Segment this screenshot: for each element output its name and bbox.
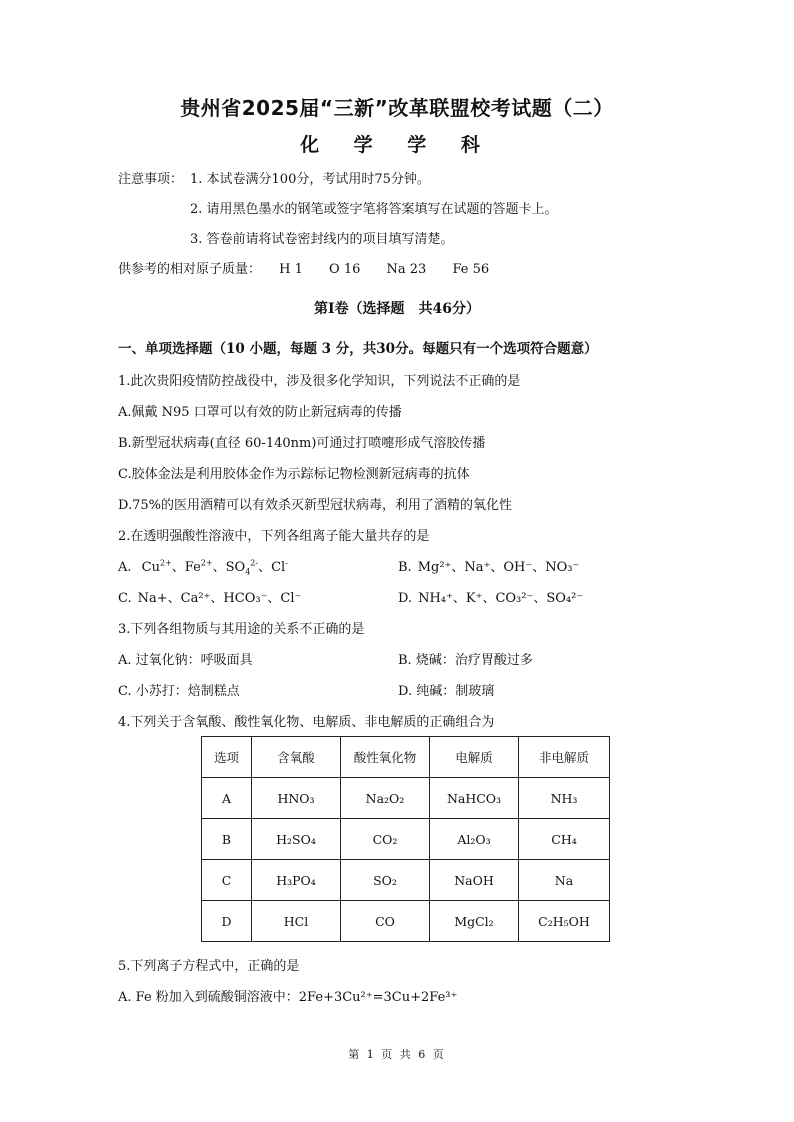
- q2-option-b: B. Mg²⁺、Na⁺、OH⁻、NO₃⁻: [398, 560, 580, 575]
- note-1: 1. 本试卷满分100分，考试用时75分钟。: [190, 172, 430, 187]
- section-title: 第Ⅰ卷（选择题 共46分）: [313, 301, 481, 317]
- q1-option-a: A.佩戴 N95 口罩可以有效的防止新冠病毒的传播: [118, 405, 402, 420]
- page-title: 贵州省2025届“三新”改革联盟校考试题（二）: [180, 96, 614, 120]
- note-2: 2. 请用黑色墨水的钢笔或签字笔将答案填写在试题的答题卡上。: [190, 202, 558, 217]
- q1-option-d: D.75%的医用酒精可以有效杀灭新型冠状病毒，利用了酒精的氧化性: [118, 498, 512, 513]
- q2-option-c: C. Na+、Ca²⁺、HCO₃⁻、Cl⁻: [118, 591, 302, 606]
- q1-option-c: C.胶体金法是利用胶体金作为示踪标记物检测新冠病毒的抗体: [118, 467, 470, 482]
- table-cell: D: [202, 901, 252, 942]
- table-cell: A: [202, 778, 252, 819]
- table-cell: C: [202, 860, 252, 901]
- atomic-mass-na: Na 23: [386, 262, 427, 277]
- table-cell: Na₂O₂: [341, 778, 430, 819]
- atomic-mass-line: [118, 258, 489, 277]
- table-row: [202, 778, 610, 819]
- atomic-mass-h: H 1: [279, 262, 303, 277]
- table-cell: NaHCO₃: [430, 778, 519, 819]
- table-cell: CO₂: [341, 819, 430, 860]
- atomic-mass-label: 供参考的相对原子质量：: [118, 262, 262, 277]
- q5-stem: 5.下列离子方程式中，正确的是: [118, 959, 300, 974]
- table-cell: MgCl₂: [430, 901, 519, 942]
- table-header-cell: 选项: [202, 737, 252, 778]
- q3-option-a: A. 过氧化钠：呼吸面具: [118, 653, 253, 668]
- q1-stem: 1.此次贵阳疫情防控战役中，涉及很多化学知识，下列说法不正确的是: [118, 374, 521, 389]
- table-cell: H₂SO₄: [252, 819, 341, 860]
- table-row: [202, 901, 610, 942]
- table-cell: H₃PO₄: [252, 860, 341, 901]
- table-cell: C₂H₅OH: [519, 901, 610, 942]
- notes-label: 注意事项：: [118, 172, 184, 187]
- q4-stem: 4.下列关于含氧酸、酸性氧化物、电解质、非电解质的正确组合为: [118, 715, 495, 730]
- q3-stem: 3.下列各组物质与其用途的关系不正确的是: [118, 622, 365, 637]
- table-row: [202, 819, 610, 860]
- subject-title: 化 学 学 科: [300, 134, 494, 156]
- table-cell: CH₄: [519, 819, 610, 860]
- q2-option-a: [118, 556, 288, 575]
- part-heading: 一、单项选择题（10 小题，每题 3 分，共30分。每题只有一个选项符合题意）: [118, 341, 598, 357]
- table-header-cell: 电解质: [430, 737, 519, 778]
- q3-option-c: C. 小苏打：焙制糕点: [118, 684, 240, 699]
- q3-option-d: D. 纯碱：制玻璃: [398, 684, 495, 699]
- table-header-cell: 非电解质: [519, 737, 610, 778]
- table-cell: NaOH: [430, 860, 519, 901]
- q1-option-b: B.新型冠状病毒(直径 60-140nm)可通过打喷嚏形成气溶胶传播: [118, 436, 486, 451]
- table-cell: CO: [341, 901, 430, 942]
- table-cell: NH₃: [519, 778, 610, 819]
- table-cell: HCl: [252, 901, 341, 942]
- atomic-mass-o: O 16: [329, 262, 361, 277]
- table-header-row: [202, 737, 610, 778]
- table-cell: Na: [519, 860, 610, 901]
- q3-option-b: B. 烧碱：治疗胃酸过多: [398, 653, 533, 668]
- table-row: [202, 860, 610, 901]
- table-cell: HNO₃: [252, 778, 341, 819]
- table-header-cell: 含氧酸: [252, 737, 341, 778]
- table-cell: SO₂: [341, 860, 430, 901]
- q2-a-ions: $Cu^{2+}$、$Fe^{2+}$、$SO_4^{2-}$、Cl-: [141, 558, 288, 577]
- q2-option-d: D. NH₄⁺、K⁺、CO₃²⁻、SO₄²⁻: [398, 591, 584, 606]
- table-cell: B: [202, 819, 252, 860]
- atomic-mass-fe: Fe 56: [452, 262, 490, 277]
- q2-stem: 2.在透明强酸性溶液中，下列各组离子能大量共存的是: [118, 529, 430, 544]
- q5-option-a: A. Fe 粉加入到硫酸铜溶液中：2Fe+3Cu²⁺=3Cu+2Fe³⁺: [118, 990, 458, 1005]
- note-3: 3. 答卷前请将试卷密封线内的项目填写清楚。: [190, 232, 454, 247]
- q4-table: [201, 736, 610, 942]
- table-header-cell: 酸性氧化物: [341, 737, 430, 778]
- q2-a-label: A.: [118, 560, 132, 575]
- table-cell: Al₂O₃: [430, 819, 519, 860]
- page-footer: 第 1 页 共 6 页: [348, 1048, 446, 1061]
